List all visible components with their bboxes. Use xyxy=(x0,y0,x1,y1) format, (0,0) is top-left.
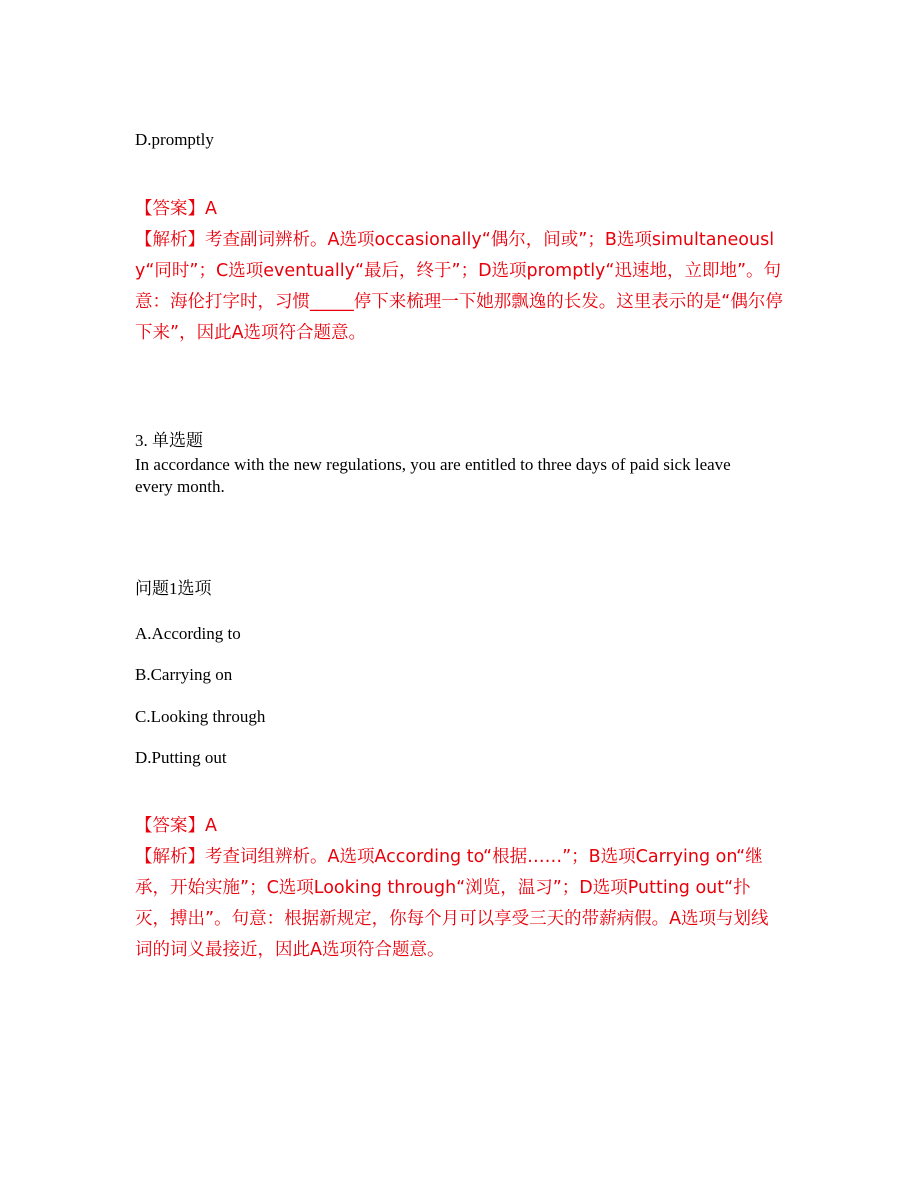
question-heading: 3. 单选题 xyxy=(135,431,203,450)
analysis-text: 【解析】考查副词辨析。A选项occasionally“偶尔，间或”；B选项simultaneously“同时”；C选项eventually“最后，终于”；D选项promptly“迅速地，立即地”。句意：海伦打字时，习惯_____停下来梳理一下她那飘逸的长发。这里表示的是“偶尔停下来”，因此A选项符合题意。 xyxy=(135,230,783,343)
question-stem-line: every month. xyxy=(135,477,225,496)
option-a: A.According to xyxy=(135,624,241,643)
options-label: 问题1选项 xyxy=(135,579,212,598)
option-c: C.Looking through xyxy=(135,707,266,726)
option-d: D.promptly xyxy=(135,130,214,149)
question-stem-line: In accordance with the new regulations, you are entitled to three days of paid sick leave xyxy=(135,455,731,474)
answer-label: 【答案】A xyxy=(135,199,217,219)
option-d: D.Putting out xyxy=(135,748,227,767)
question-stem xyxy=(135,454,835,498)
answer-label: 【答案】A xyxy=(135,816,217,836)
analysis-text: 【解析】考查词组辨析。A选项According to“根据……”；B选项Carrying on“继承，开始实施”；C选项Looking through“浏览，温习”；D选项Putting out“扑灭，搏出”。句意：根据新规定，你每个月可以享受三天的带薪病假。A选项与划线词的词义最接近，因此A选项符合题意。 xyxy=(135,847,769,960)
option-b: B.Carrying on xyxy=(135,665,233,684)
